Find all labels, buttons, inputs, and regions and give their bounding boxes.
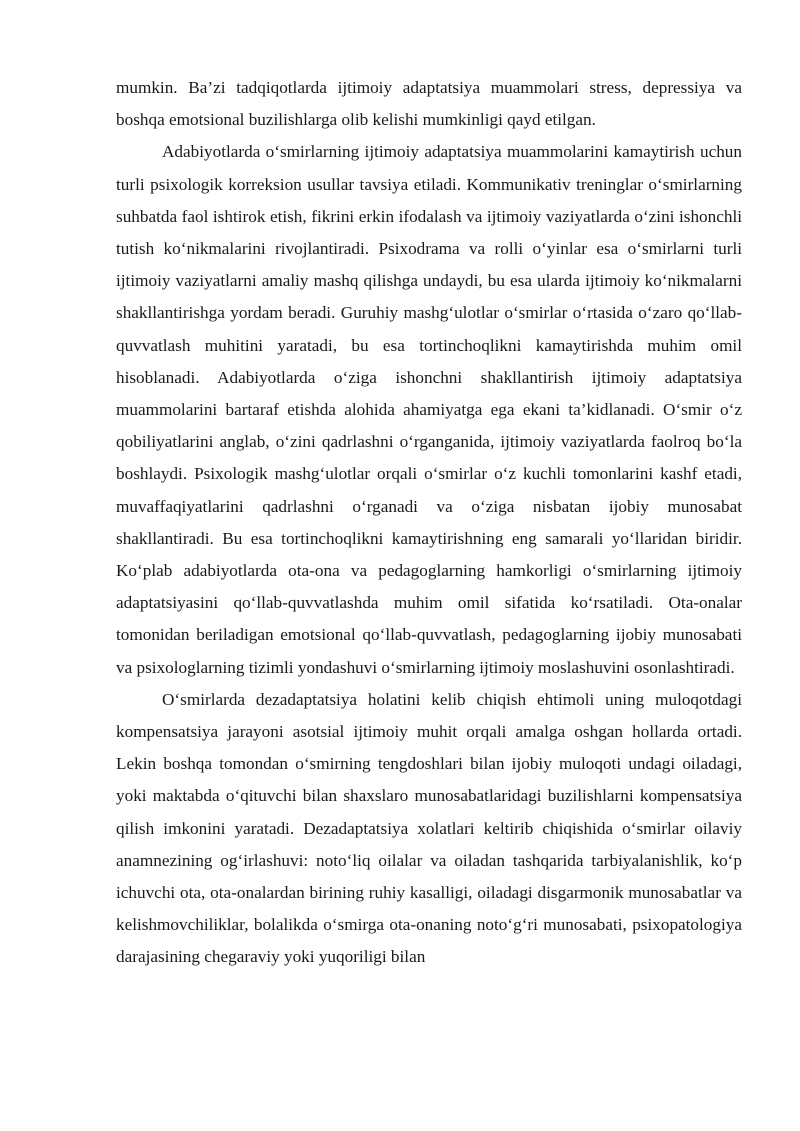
body-text <box>116 72 742 974</box>
paragraph-dezadaptation: O‘smirlarda dezadaptatsiya holatini kelib chiqish ehtimoli uning muloqotdagi kompensatsiya jarayoni asotsial ijtimoiy muhit orqali amalga oshgan hollarda ortadi. Lekin boshqa tomondan o‘smirning tengdoshlari bilan ijobiy muloqoti undagi oiladagi, yoki maktabda o‘qituvchi bilan shaxslaro munosabatlaridagi buzilishlarni kompensatsiya qilish imkonini yaratadi. Dezadaptatsiya xolatlari keltirib chiqishida o‘smirlar oilaviy anamnezining og‘irlashuvi: noto‘liq oilalar va oiladan tashqarida tarbiyalanishlik, ko‘p ichuvchi ota, ota-onalardan birining ruhiy kasalligi, oiladagi disgarmonik munosabatlar va kelishmovchiliklar, bolalikda o‘smirga ota-onaning noto‘g‘ri munosabati, psixopatologiya darajasining chegaraviy yoki yuqoriligi bilan <box>116 689 742 967</box>
paragraph-adaptation-methods: Adabiyotlarda o‘smirlarning ijtimoiy adaptatsiya muammolarini kamaytirish uchun turli psixologik korreksion usullar tavsiya etiladi. Kommunikativ treninglar o‘smirlarning suhbatda faol ishtirok etish, fikrini erkin ifodalash va ijtimoiy vaziyatlarda o‘zini ishonchli tutish ko‘nikmalarini rivojlantiradi. Psixodrama va rolli o‘yinlar esa o‘smirlarni turli ijtimoiy vaziyatlarni amaliy mashq qilishga undaydi, bu esa ularda ijtimoiy ko‘nikmalarni shakllantirishga yordam beradi. Guruhiy mashg‘ulotlar o‘smirlar o‘rtasida o‘zaro qo‘llab-quvvatlash muhitini yaratadi, bu esa tortinchoqlikni kamaytirishda muhim omil hisoblanadi. Adabiyotlarda o‘ziga ishonchni shakllantirish ijtimoiy adaptatsiya muammolarini bartaraf etishda alohida ahamiyatga ega ekani ta’kidlanadi. O‘smir o‘z qobiliyatlarini anglab, o‘zini qadrlashni o‘rganganida, ijtimoiy vaziyatlarda faolroq bo‘la boshlaydi. Psixologik mashg‘ulotlar orqali o‘smirlar o‘z kuchli tomonlarini kashf etadi, muvaffaqiyatlarini qadrlashni o‘rganadi va o‘ziga nisbatan ijobiy munosabat shakllantiradi. Bu esa tortinchoqlikni kamaytirishning eng samarali yo‘llaridan biridir. Ko‘plab adabiyotlarda ota-ona va pedagoglarning hamkorligi o‘smirlarning ijtimoiy adaptatsiyasini qo‘llab-quvvatlashda muhim omil sifatida ko‘rsatiladi. Ota-onalar tomonidan beriladigan emotsional qo‘llab-quvvatlash, pedagoglarning ijobiy munosabati va psixologlarning tizimli yondashuvi o‘smirlarning ijtimoiy moslashuvini osonlashtiradi. <box>116 142 742 677</box>
paragraph-continuation: mumkin. Ba’zi tadqiqotlarda ijtimoiy adaptatsiya muammolari stress, depressiya va boshqa emotsional buzilishlarga olib kelishi mumkinligi qayd etilgan. <box>116 78 742 130</box>
